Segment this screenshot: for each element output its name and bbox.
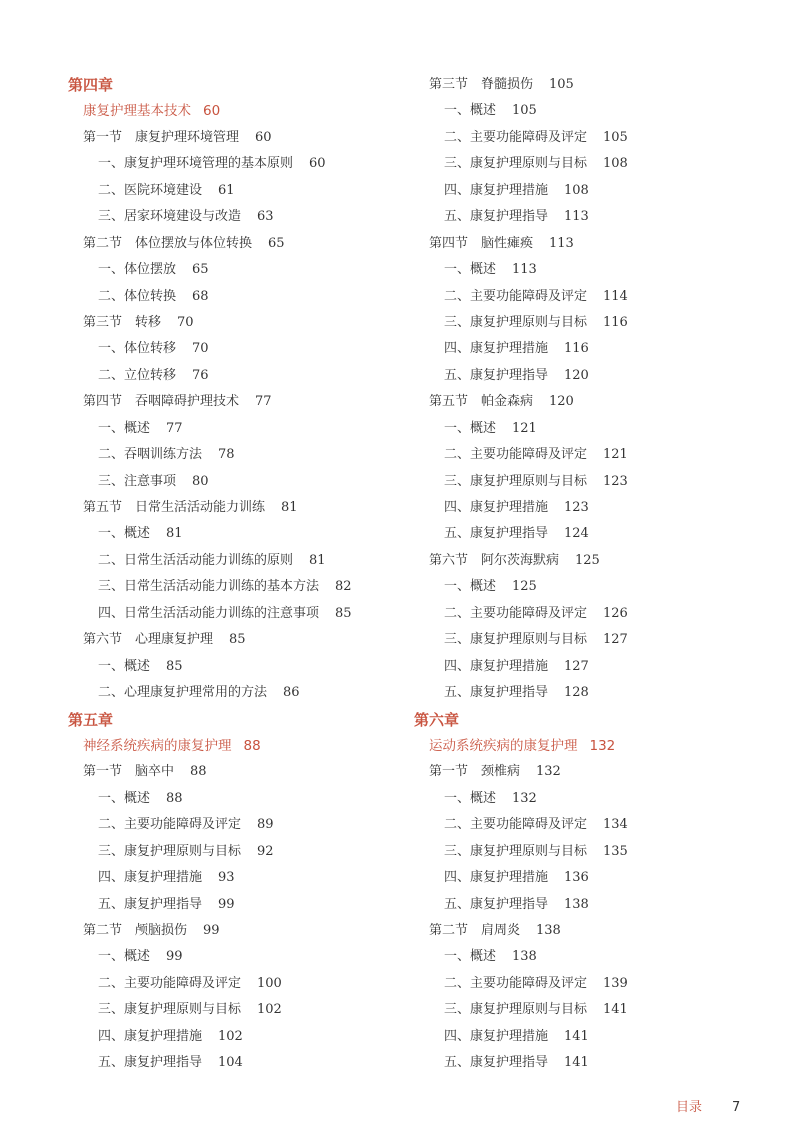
chapter-title	[68, 98, 398, 124]
entry-text: 四、康复护理措施	[444, 341, 549, 357]
entry-text: 三、康复护理原则与目标	[98, 1002, 242, 1018]
page-ref: 141	[564, 1055, 589, 1071]
page-ref: 105	[549, 77, 574, 92]
entry-text: 一、体位摆放	[98, 262, 177, 278]
entry-text: 四、康复护理措施	[98, 1028, 203, 1044]
entry-text: 三、康复护理原则与目标	[98, 843, 242, 859]
entry-text: 五、康复护理指导	[444, 896, 549, 912]
entry-text: 二、主要功能障碍及评定	[444, 129, 588, 145]
toc-item	[414, 416, 774, 442]
toc-item	[414, 125, 774, 151]
section-entry	[68, 495, 398, 521]
page-ref: 102	[257, 1002, 282, 1018]
entry-text: 二、吞咽训练方法	[98, 447, 203, 463]
toc-item	[414, 865, 774, 891]
toc-item	[414, 786, 774, 812]
section-entry	[414, 72, 774, 98]
page-ref: 65	[192, 262, 209, 278]
page-ref: 105	[603, 129, 628, 145]
entry-text: 第六章	[414, 710, 460, 729]
page-ref: 125	[575, 552, 600, 568]
entry-text: 第三节 脊髓损伤	[429, 77, 534, 92]
entry-text: 一、概述	[444, 420, 497, 436]
entry-text: 第二节 体位摆放与体位转换	[83, 235, 253, 251]
entry-text: 一、概述	[444, 579, 497, 595]
page-ref: 60	[255, 129, 272, 145]
page-ref: 76	[192, 367, 209, 383]
entry-text: 神经系统疾病的康复护理	[83, 737, 232, 754]
toc-item	[414, 284, 774, 310]
toc-item	[68, 574, 398, 600]
page-ref: 70	[177, 314, 194, 330]
page-ref: 132	[589, 737, 616, 754]
page-ref: 127	[564, 658, 589, 674]
page-ref: 88	[243, 737, 261, 754]
page-ref: 127	[603, 632, 628, 648]
toc-item	[414, 336, 774, 362]
page-ref: 99	[166, 949, 183, 965]
toc-item	[414, 1050, 774, 1076]
page-ref: 113	[564, 209, 589, 225]
entry-text: 二、主要功能障碍及评定	[98, 975, 242, 991]
toc-item	[68, 416, 398, 442]
toc-item	[414, 310, 774, 336]
entry-text: 五、康复护理指导	[444, 1055, 549, 1071]
entry-text: 一、概述	[444, 262, 497, 278]
toc-item	[414, 944, 774, 970]
toc-item	[414, 892, 774, 918]
toc-item	[414, 627, 774, 653]
page-ref: 136	[564, 870, 589, 886]
page-ref: 85	[335, 605, 352, 621]
entry-text: 三、康复护理原则与目标	[444, 843, 588, 859]
section-entry	[414, 231, 774, 257]
toc-item	[414, 151, 774, 177]
chapter-title	[414, 733, 774, 759]
section-entry	[414, 918, 774, 944]
toc-item	[414, 469, 774, 495]
page-ref: 125	[512, 579, 537, 595]
section-entry	[414, 548, 774, 574]
entry-text: 五、康复护理指导	[444, 526, 549, 542]
entry-text: 三、注意事项	[98, 473, 177, 489]
page-ref: 105	[512, 103, 537, 119]
entry-text: 第二节 肩周炎	[429, 923, 521, 938]
entry-text: 第一节 脑卒中	[83, 764, 175, 780]
toc-item	[68, 548, 398, 574]
page-ref: 121	[512, 420, 537, 436]
entry-text: 三、康复护理原则与目标	[444, 632, 588, 648]
toc-item	[414, 680, 774, 706]
toc-item	[68, 336, 398, 362]
toc-item	[68, 521, 398, 547]
entry-text: 一、概述	[98, 658, 151, 674]
toc-item	[68, 601, 398, 627]
entry-text: 第一节 康复护理环境管理	[83, 129, 240, 145]
page-ref: 135	[603, 843, 628, 859]
entry-text: 四、康复护理措施	[444, 870, 549, 886]
toc-item	[68, 997, 398, 1023]
entry-text: 一、体位转移	[98, 341, 177, 357]
page-ref: 124	[564, 526, 589, 542]
toc-item	[68, 469, 398, 495]
page-ref: 82	[335, 579, 352, 595]
entry-text: 一、康复护理环境管理的基本原则	[98, 156, 294, 172]
toc-item	[414, 601, 774, 627]
entry-text: 一、概述	[444, 790, 497, 806]
page-ref: 85	[166, 658, 183, 674]
page-ref: 63	[257, 209, 274, 225]
page-ref: 102	[218, 1028, 243, 1044]
page-ref: 80	[192, 473, 209, 489]
entry-text: 二、心理康复护理常用的方法	[98, 685, 268, 701]
entry-text: 三、康复护理原则与目标	[444, 314, 588, 330]
toc-item	[68, 442, 398, 468]
page-ref: 60	[309, 156, 326, 172]
toc-item	[68, 944, 398, 970]
entry-text: 二、主要功能障碍及评定	[444, 975, 588, 991]
entry-text: 四、康复护理措施	[444, 658, 549, 674]
chapter-heading	[68, 707, 398, 733]
toc-item	[414, 654, 774, 680]
toc-item	[414, 98, 774, 124]
entry-text: 五、康复护理指导	[444, 367, 549, 383]
page-ref: 65	[268, 235, 285, 251]
page-ref: 108	[603, 156, 628, 172]
toc-item	[68, 654, 398, 680]
section-entry	[68, 759, 398, 785]
toc-item	[414, 997, 774, 1023]
entry-text: 四、康复护理措施	[444, 1028, 549, 1044]
entry-text: 四、康复护理措施	[444, 182, 549, 198]
toc-column-left	[68, 72, 398, 1077]
entry-text: 二、日常生活活动能力训练的原则	[98, 552, 294, 568]
entry-text: 二、主要功能障碍及评定	[444, 288, 588, 304]
page-ref: 78	[218, 447, 235, 463]
page-ref: 85	[229, 632, 246, 648]
section-entry	[68, 918, 398, 944]
entry-text: 一、概述	[98, 949, 151, 965]
page-ref: 61	[218, 182, 235, 198]
entry-text: 五、康复护理指导	[444, 209, 549, 225]
entry-text: 第一节 颈椎病	[429, 764, 521, 780]
toc-item	[68, 971, 398, 997]
entry-text: 康复护理基本技术	[83, 103, 191, 120]
page-ref: 114	[603, 288, 628, 304]
page-ref: 141	[603, 1002, 628, 1018]
page-ref: 92	[257, 843, 274, 859]
page-ref: 116	[564, 341, 589, 357]
toc-item	[68, 892, 398, 918]
page-ref: 81	[281, 500, 298, 515]
page-ref: 132	[536, 764, 561, 780]
entry-text: 二、医院环境建设	[98, 182, 203, 198]
section-entry	[414, 759, 774, 785]
entry-text: 运动系统疾病的康复护理	[429, 737, 578, 754]
toc-item	[414, 1024, 774, 1050]
entry-text: 一、概述	[444, 103, 497, 119]
toc-item	[68, 865, 398, 891]
page-ref: 89	[257, 817, 274, 833]
toc-item	[414, 204, 774, 230]
toc-item	[68, 363, 398, 389]
toc-item	[68, 257, 398, 283]
page-ref: 138	[564, 896, 589, 912]
entry-text: 一、概述	[444, 949, 497, 965]
page-ref: 139	[603, 975, 628, 991]
entry-text: 三、康复护理原则与目标	[444, 1002, 588, 1018]
entry-text: 三、康复护理原则与目标	[444, 473, 588, 489]
toc-item	[414, 839, 774, 865]
page-ref: 60	[203, 103, 221, 120]
page-ref: 88	[190, 764, 207, 780]
section-entry	[68, 125, 398, 151]
page-ref: 86	[283, 685, 300, 701]
toc-item	[414, 574, 774, 600]
page-ref: 116	[603, 314, 628, 330]
entry-text: 第五节 日常生活活动能力训练	[83, 500, 266, 515]
entry-text: 第六节 心理康复护理	[83, 632, 214, 648]
toc-item	[414, 178, 774, 204]
toc-item	[68, 1050, 398, 1076]
page-ref: 134	[603, 817, 628, 833]
page-ref: 121	[603, 447, 628, 463]
toc-item	[68, 151, 398, 177]
entry-text: 二、体位转换	[98, 288, 177, 304]
entry-text: 四、日常生活活动能力训练的注意事项	[98, 605, 320, 621]
page-ref: 141	[564, 1028, 589, 1044]
entry-text: 一、概述	[98, 420, 151, 436]
entry-text: 第四节 吞咽障碍护理技术	[83, 394, 240, 410]
toc-item	[68, 178, 398, 204]
page-ref: 104	[218, 1055, 243, 1071]
toc-item	[68, 1024, 398, 1050]
page-ref: 138	[512, 949, 537, 965]
toc-item	[68, 680, 398, 706]
entry-text: 第六节 阿尔茨海默病	[429, 552, 560, 568]
entry-text: 三、日常生活活动能力训练的基本方法	[98, 579, 320, 595]
toc-item	[68, 786, 398, 812]
page-ref: 81	[166, 526, 183, 542]
entry-text: 第五章	[68, 710, 114, 729]
entry-text: 五、康复护理指导	[444, 685, 549, 701]
toc-item	[414, 495, 774, 521]
page-ref: 68	[192, 288, 209, 304]
entry-text: 四、康复护理措施	[444, 500, 549, 515]
footer-label: 目录	[676, 1100, 703, 1115]
page-number: 7	[732, 1100, 741, 1115]
entry-text: 二、主要功能障碍及评定	[444, 817, 588, 833]
page-ref: 99	[203, 923, 220, 938]
toc-item	[414, 812, 774, 838]
toc-item	[68, 284, 398, 310]
toc-item	[414, 442, 774, 468]
page-ref: 138	[536, 923, 561, 938]
chapter-heading	[414, 707, 774, 733]
toc-item	[414, 521, 774, 547]
section-entry	[68, 231, 398, 257]
section-entry	[68, 627, 398, 653]
entry-text: 二、立位转移	[98, 367, 177, 383]
entry-text: 二、主要功能障碍及评定	[444, 605, 588, 621]
toc-item	[414, 971, 774, 997]
entry-text: 三、居家环境建设与改造	[98, 209, 242, 225]
entry-text: 四、康复护理措施	[98, 870, 203, 886]
entry-text: 一、概述	[98, 790, 151, 806]
entry-text: 第四节 脑性瘫痪	[429, 235, 534, 251]
page-ref: 77	[166, 420, 183, 436]
page-ref: 113	[512, 262, 537, 278]
entry-text: 二、主要功能障碍及评定	[98, 817, 242, 833]
toc-item	[414, 363, 774, 389]
page-ref: 108	[564, 182, 589, 198]
page-ref: 77	[255, 394, 272, 410]
page-ref: 123	[564, 500, 589, 515]
page-ref: 99	[218, 896, 235, 912]
chapter-title	[68, 733, 398, 759]
entry-text: 五、康复护理指导	[98, 1055, 203, 1071]
section-entry	[68, 310, 398, 336]
section-entry	[414, 389, 774, 415]
page-ref: 88	[166, 790, 183, 806]
entry-text: 第四章	[68, 76, 114, 94]
entry-text: 五、康复护理指导	[98, 896, 203, 912]
page-ref: 120	[564, 367, 589, 383]
page-footer	[676, 1096, 740, 1115]
page-ref: 123	[603, 473, 628, 489]
page-ref: 93	[218, 870, 235, 886]
toc-item	[68, 204, 398, 230]
section-entry	[68, 389, 398, 415]
entry-text: 第三节 转移	[83, 314, 162, 330]
entry-text: 二、主要功能障碍及评定	[444, 447, 588, 463]
entry-text: 第二节 颅脑损伤	[83, 923, 188, 938]
chapter-heading	[68, 72, 398, 98]
page-ref: 70	[192, 341, 209, 357]
entry-text: 三、康复护理原则与目标	[444, 156, 588, 172]
toc-item	[414, 257, 774, 283]
page-ref: 113	[549, 235, 574, 251]
page-ref: 81	[309, 552, 326, 568]
page-ref: 100	[257, 975, 282, 991]
toc-column-right	[414, 72, 774, 1077]
toc-item	[68, 839, 398, 865]
entry-text: 一、概述	[98, 526, 151, 542]
toc-item	[68, 812, 398, 838]
page-ref: 128	[564, 685, 589, 701]
page-ref: 132	[512, 790, 537, 806]
page-ref: 126	[603, 605, 628, 621]
entry-text: 第五节 帕金森病	[429, 394, 534, 410]
page-ref: 120	[549, 394, 574, 410]
